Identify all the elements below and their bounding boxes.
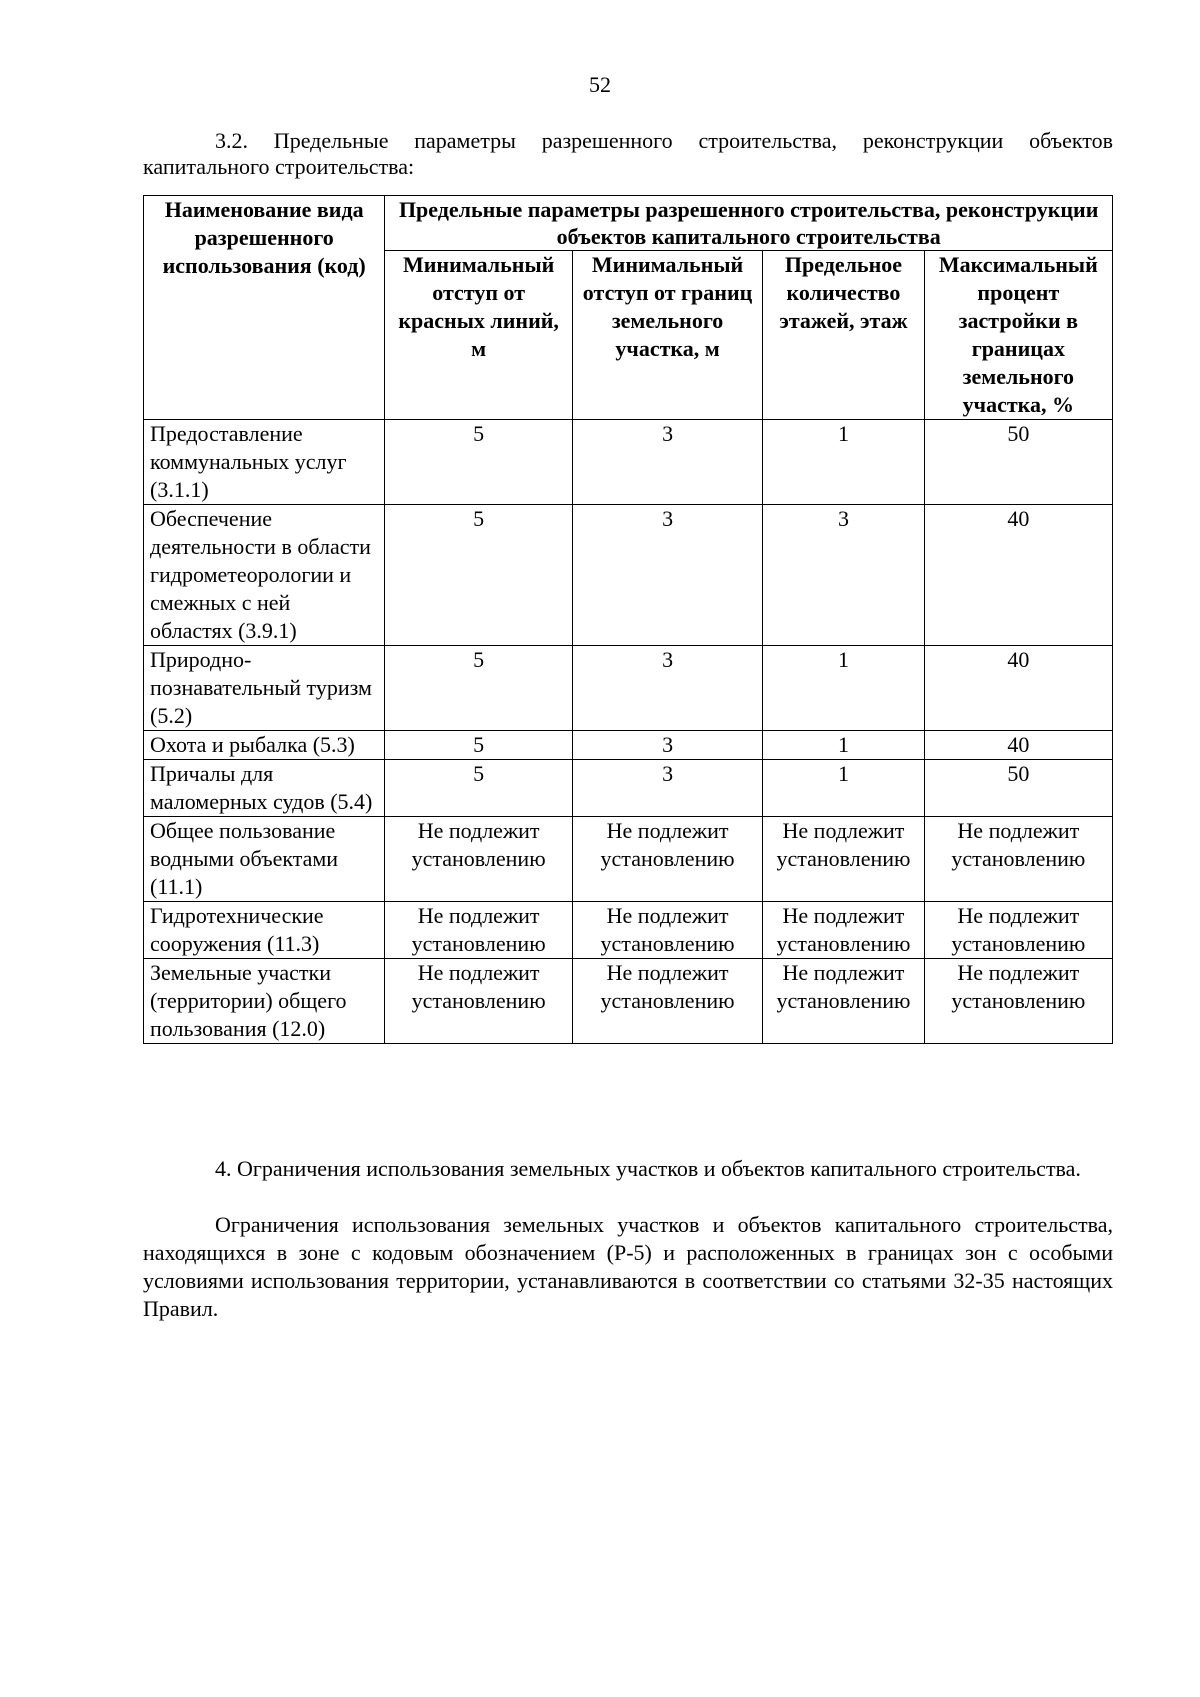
- table-row: [144, 959, 1113, 1044]
- row-value: Не подлежит установлению: [763, 902, 924, 959]
- row-value: 5: [385, 505, 573, 646]
- row-name: Гидротехнические сооружения (11.3): [144, 902, 385, 959]
- row-value: 5: [385, 646, 573, 731]
- row-value: 3: [572, 760, 762, 817]
- header-col-floors: Предельное количество этажей, этаж: [763, 251, 924, 420]
- page-number: 52: [589, 72, 611, 97]
- section-4-text: Ограничения использования земельных участков и объектов капитального строительства, находящихся в зоне с кодовым обозначением (Р-5) и расположенных в границах зон с особыми условиями использования территории, устанавливаются в соответствии со статьями 32-35 настоящих Правил.: [143, 1212, 1113, 1321]
- table-row: [144, 505, 1113, 646]
- section-4-title: 4. Ограничения использования земельных участков и объектов капитального строительства.: [215, 1156, 1081, 1181]
- row-name: Охота и рыбалка (5.3): [144, 731, 385, 760]
- row-value: Не подлежит установлению: [572, 817, 762, 902]
- header-name: Наименование вида разрешенного использования (код): [144, 196, 385, 420]
- row-name: Земельные участки (территории) общего пользования (12.0): [144, 959, 385, 1044]
- table-row: [144, 760, 1113, 817]
- row-value: 40: [924, 646, 1112, 731]
- table-row: [144, 731, 1113, 760]
- header-col-coverage: Максимальный процент застройки в границах земельного участка, %: [924, 251, 1112, 420]
- row-value: 40: [924, 731, 1112, 760]
- row-value: 5: [385, 420, 573, 505]
- header-col-plot-borders: Минимальный отступ от границ земельного участка, м: [572, 251, 762, 420]
- row-value: 3: [572, 646, 762, 731]
- row-value: 3: [572, 731, 762, 760]
- row-value: 50: [924, 420, 1112, 505]
- row-value: Не подлежит установлению: [763, 817, 924, 902]
- row-value: 3: [763, 505, 924, 646]
- row-value: Не подлежит установлению: [924, 817, 1112, 902]
- row-value: 40: [924, 505, 1112, 646]
- row-value: 1: [763, 646, 924, 731]
- row-name: Предоставление коммунальных услуг (3.1.1): [144, 420, 385, 505]
- row-value: 5: [385, 731, 573, 760]
- row-value: Не подлежит установлению: [385, 902, 573, 959]
- row-value: Не подлежит установлению: [572, 959, 762, 1044]
- table-header-row: [144, 196, 1113, 251]
- table-row: [144, 646, 1113, 731]
- row-value: Не подлежит установлению: [924, 902, 1112, 959]
- row-value: 1: [763, 731, 924, 760]
- row-value: 3: [572, 505, 762, 646]
- row-value: 1: [763, 420, 924, 505]
- intro-paragraph: 3.2. Предельные параметры разрешенного строительства, реконструкции объектов капитального строительства:: [143, 128, 1113, 179]
- row-value: 50: [924, 760, 1112, 817]
- row-name: Природно-познавательный туризм (5.2): [144, 646, 385, 731]
- header-group: Предельные параметры разрешенного строительства, реконструкции объектов капитального строительства: [385, 196, 1113, 251]
- row-value: Не подлежит установлению: [763, 959, 924, 1044]
- table-row: [144, 817, 1113, 902]
- row-name: Общее пользование водными объектами (11.1): [144, 817, 385, 902]
- row-name: Обеспечение деятельности в области гидрометеорологии и смежных с ней областях (3.9.1): [144, 505, 385, 646]
- header-col-red-lines: Минимальный отступ от красных линий, м: [385, 251, 573, 420]
- row-value: Не подлежит установлению: [385, 817, 573, 902]
- row-value: 1: [763, 760, 924, 817]
- row-value: Не подлежит установлению: [924, 959, 1112, 1044]
- parameters-table: [143, 195, 1113, 1044]
- row-value: Не подлежит установлению: [572, 902, 762, 959]
- table-row: [144, 420, 1113, 505]
- row-value: Не подлежит установлению: [385, 959, 573, 1044]
- row-name: Причалы для маломерных судов (5.4): [144, 760, 385, 817]
- row-value: 3: [572, 420, 762, 505]
- row-value: 5: [385, 760, 573, 817]
- table-row: [144, 902, 1113, 959]
